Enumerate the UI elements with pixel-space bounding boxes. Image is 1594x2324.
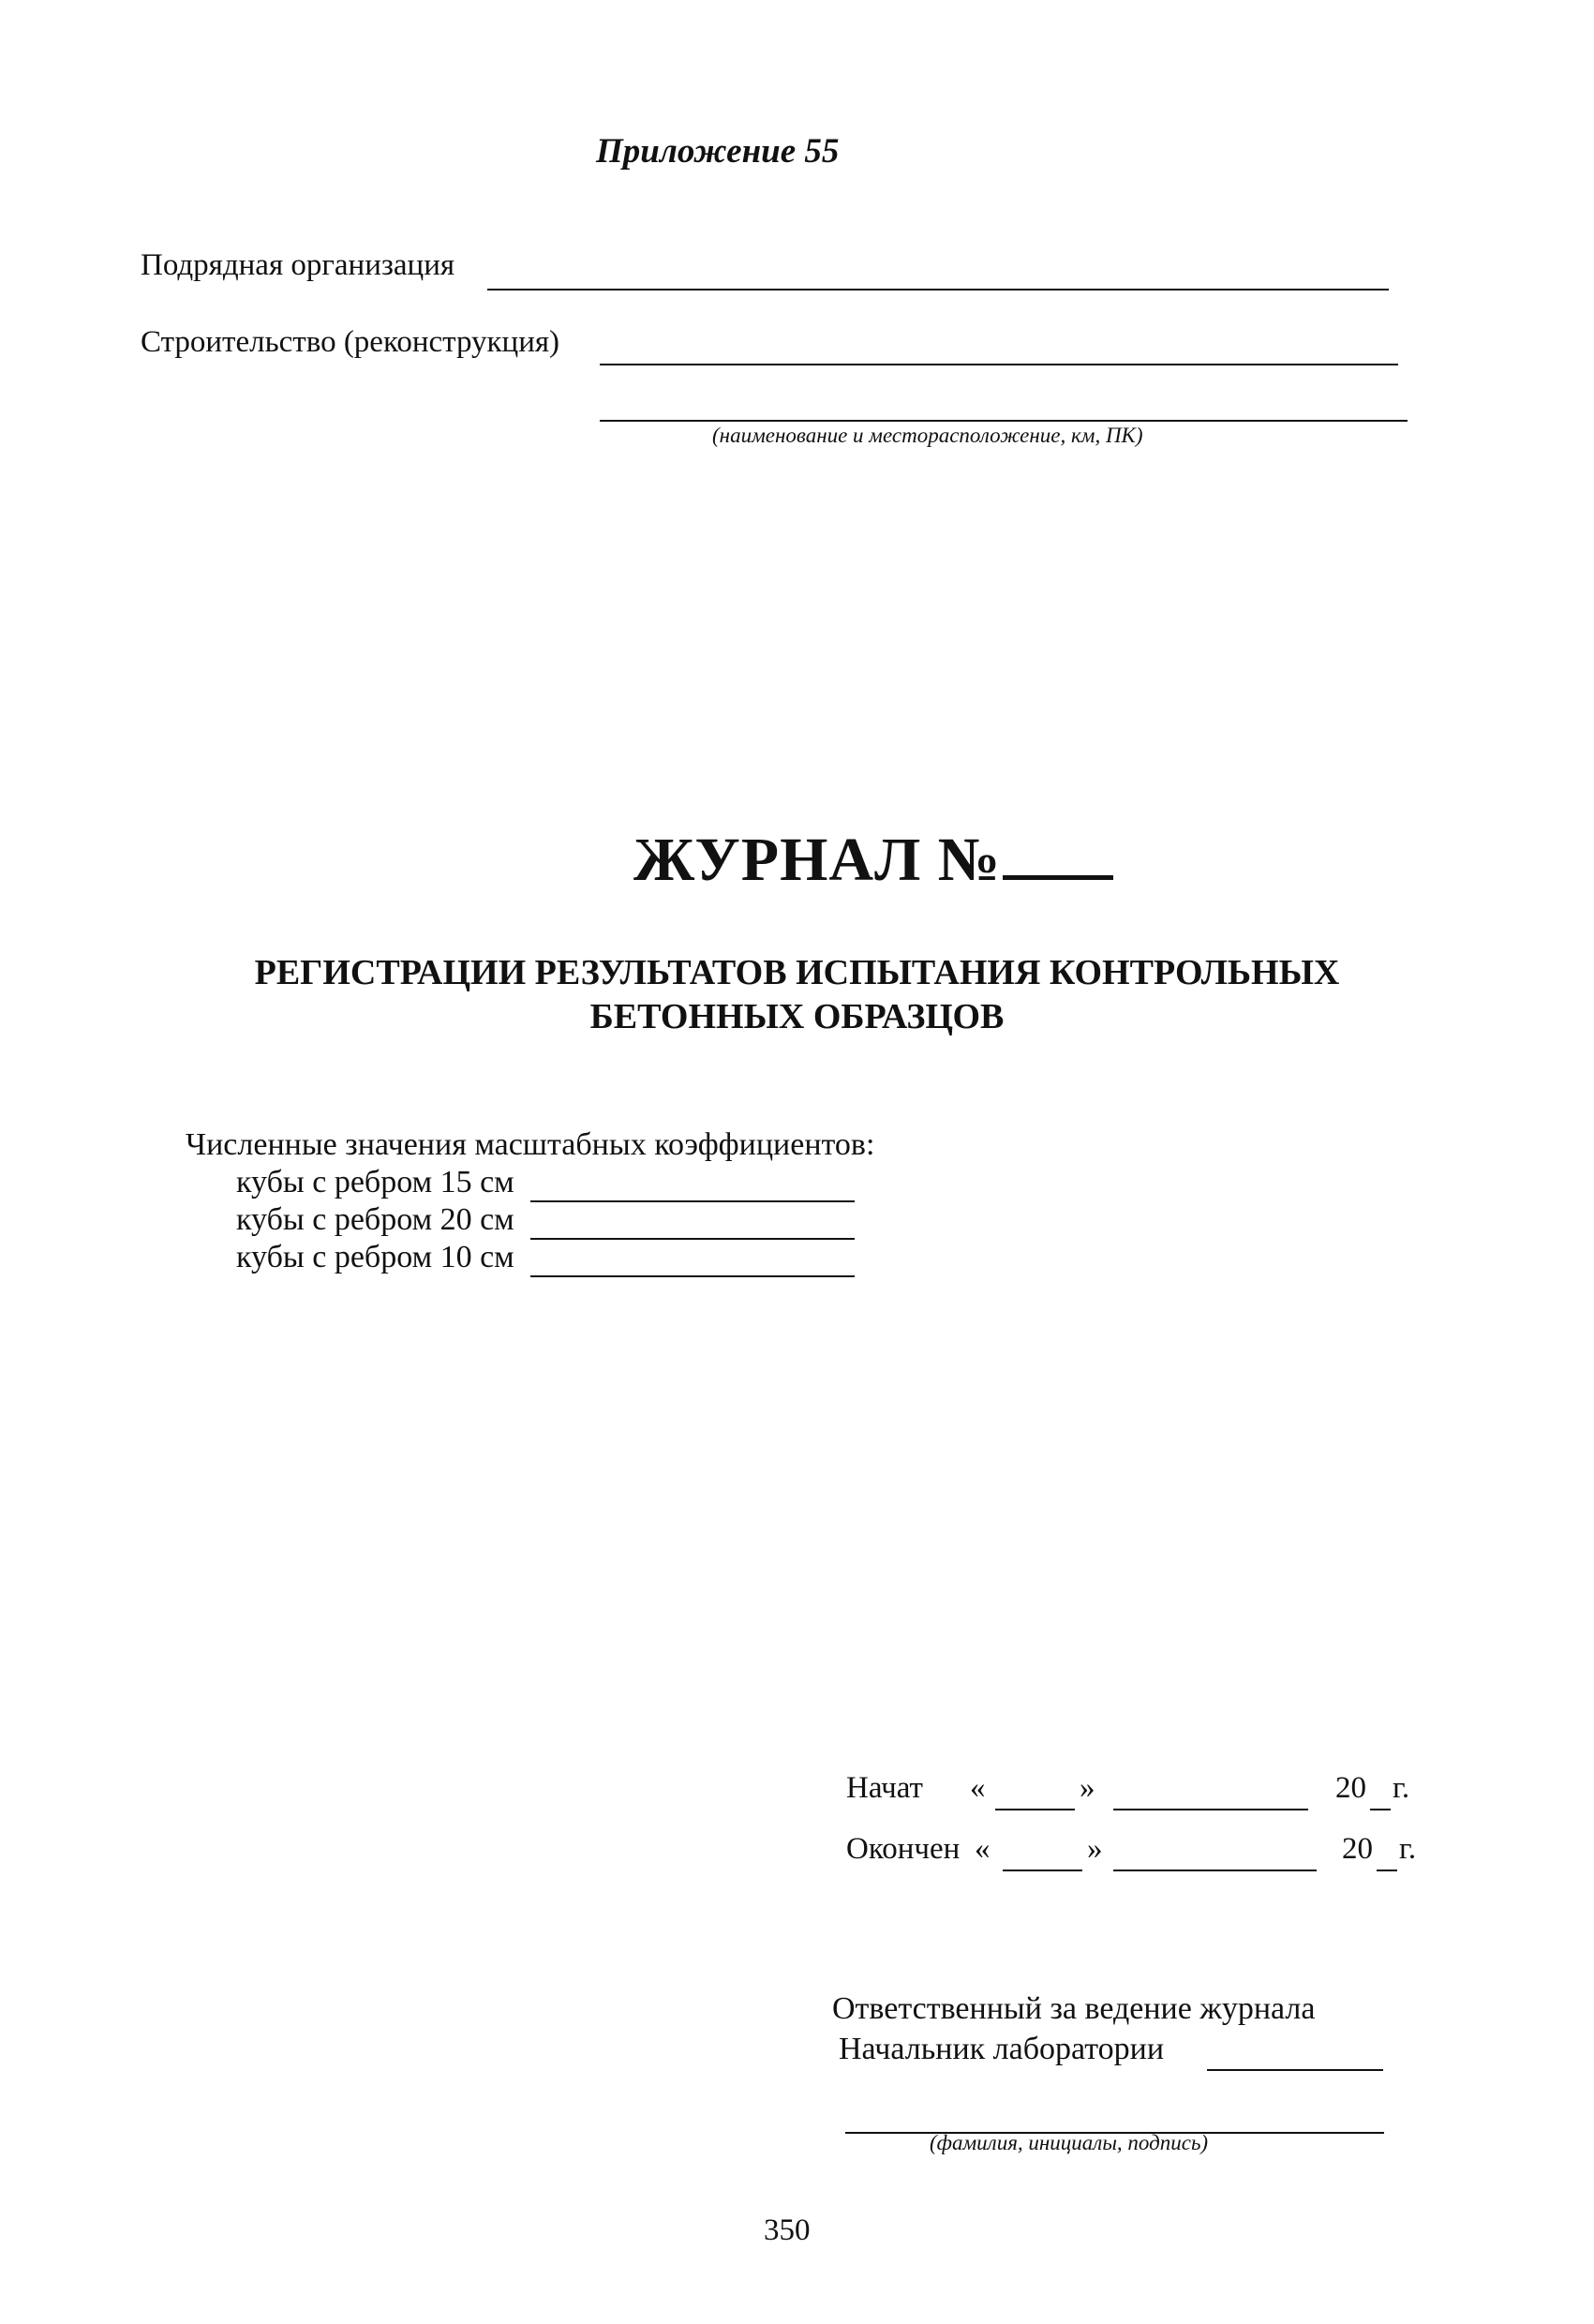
appendix-heading: Приложение 55 bbox=[596, 132, 840, 171]
finished-year-line bbox=[1377, 1870, 1397, 1871]
lab-head-fill-line bbox=[1207, 2069, 1383, 2071]
coefficient-fill-line bbox=[530, 1200, 855, 1202]
started-open-quote: « bbox=[970, 1771, 986, 1805]
coefficients-heading: Численные значения масштабных коэффициентов: bbox=[186, 1127, 875, 1162]
started-day-line bbox=[995, 1809, 1075, 1810]
started-month-line bbox=[1113, 1809, 1308, 1810]
coefficient-fill-line bbox=[530, 1238, 855, 1240]
started-close-quote: » bbox=[1080, 1771, 1095, 1805]
construction-label: Строительство (реконструкция) bbox=[141, 325, 560, 359]
coefficient-item: кубы с ребром 15 см bbox=[236, 1165, 514, 1199]
coefficient-fill-line bbox=[530, 1275, 855, 1277]
location-caption: (наименование и месторасположение, км, ПК) bbox=[712, 424, 1143, 447]
started-year-line bbox=[1370, 1809, 1391, 1810]
started-year-suffix: г. bbox=[1393, 1771, 1410, 1805]
location-fill-line bbox=[600, 420, 1408, 422]
started-label: Начат bbox=[846, 1771, 923, 1805]
responsible-label: Ответственный за ведение журнала bbox=[832, 1991, 1316, 2026]
signature-caption: (фамилия, инициалы, подпись) bbox=[930, 2131, 1209, 2154]
subtitle-line-1: РЕГИСТРАЦИИ РЕЗУЛЬТАТОВ ИСПЫТАНИЯ КОНТРОЛЬНЫХ bbox=[254, 953, 1340, 992]
finished-open-quote: « bbox=[975, 1832, 991, 1866]
journal-title bbox=[633, 825, 1113, 896]
finished-label: Окончен bbox=[846, 1832, 961, 1866]
journal-number-blank bbox=[1003, 866, 1113, 880]
contractor-label: Подрядная организация bbox=[141, 248, 455, 282]
finished-year-prefix: 20 bbox=[1342, 1832, 1373, 1866]
journal-title-text: ЖУРНАЛ № bbox=[633, 826, 1002, 894]
lab-head-label: Начальник лаборатории bbox=[839, 2032, 1165, 2066]
page-number: 350 bbox=[764, 2213, 811, 2247]
contractor-fill-line bbox=[487, 289, 1389, 290]
started-year-prefix: 20 bbox=[1335, 1771, 1366, 1805]
finished-day-line bbox=[1003, 1870, 1082, 1871]
construction-fill-line bbox=[600, 364, 1398, 365]
finished-month-line bbox=[1113, 1870, 1317, 1871]
finished-close-quote: » bbox=[1087, 1832, 1103, 1866]
journal-subtitle bbox=[94, 951, 1500, 1039]
finished-year-suffix: г. bbox=[1399, 1832, 1417, 1866]
coefficient-item: кубы с ребром 10 см bbox=[236, 1240, 514, 1274]
coefficient-item: кубы с ребром 20 см bbox=[236, 1202, 514, 1237]
subtitle-line-2: БЕТОННЫХ ОБРАЗЦОВ bbox=[589, 997, 1005, 1036]
